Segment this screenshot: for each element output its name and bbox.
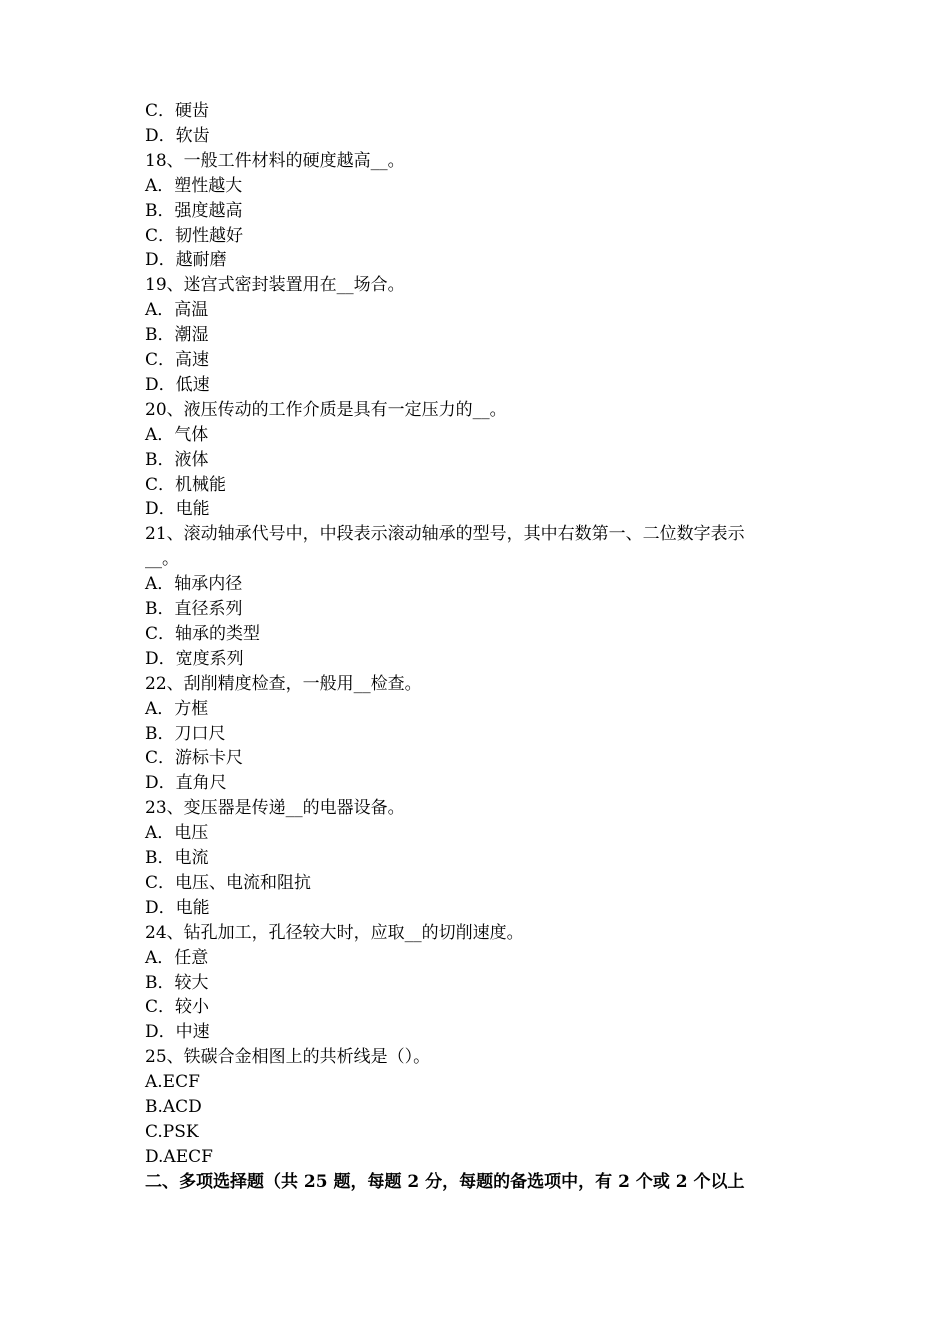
text-line: B．潮湿 xyxy=(145,325,209,346)
text-line: D．低速 xyxy=(145,374,210,395)
text-line: D．越耐磨 xyxy=(145,250,227,271)
text-line: B．直径系列 xyxy=(145,599,243,619)
text-line: C．较小 xyxy=(145,997,210,1018)
text-line: 25、铁碳合金相图上的共析线是（）。 xyxy=(145,1047,431,1068)
text-line: D．电能 xyxy=(145,499,210,520)
text-line: C．轴承的类型 xyxy=(145,623,261,644)
text-line: 19、迷宫式密封装置用在__场合。 xyxy=(145,275,405,296)
text-line: A．塑性越大 xyxy=(145,175,243,196)
text-line: A．电压 xyxy=(145,823,209,844)
text-line: 20、液压传动的工作介质是具有一定压力的__。 xyxy=(145,399,507,420)
text-line: C．高速 xyxy=(145,350,210,370)
text-line: 22、刮削精度检查，一般用__检查。 xyxy=(145,673,422,694)
text-line: B．刀口尺 xyxy=(145,723,226,744)
text-line: 24、钻孔加工，孔径较大时，应取__的切削速度。 xyxy=(145,922,524,943)
text-line: C．游标卡尺 xyxy=(145,748,244,769)
text-line: 18、一般工件材料的硬度越高__。 xyxy=(145,150,405,171)
section-heading: 二、多项选择题（共 25 题，每题 2 分，每题的备选项中，有 2 个或 2 个以上 xyxy=(145,1171,745,1192)
text-line: D．宽度系列 xyxy=(145,648,244,669)
text-line: B．较大 xyxy=(145,972,209,993)
text-line: D.AECF xyxy=(145,1146,213,1167)
text-line: __。 xyxy=(145,549,179,570)
text-line: A.ECF xyxy=(145,1072,200,1093)
text-line: B．液体 xyxy=(145,449,209,470)
text-line: B．电流 xyxy=(145,848,209,868)
text-line: C．机械能 xyxy=(145,474,227,495)
text-line: C．硬齿 xyxy=(145,101,210,121)
text-line: B．强度越高 xyxy=(145,200,243,221)
text-line: C.PSK xyxy=(145,1121,199,1142)
text-line: D．软齿 xyxy=(145,125,210,146)
text-line: C．韧性越好 xyxy=(145,225,244,246)
text-line: A．高温 xyxy=(145,300,209,321)
text-line: D．中速 xyxy=(145,1022,210,1043)
text-line: D．直角尺 xyxy=(145,773,227,794)
text-line: 23、变压器是传递__的电器设备。 xyxy=(145,798,405,819)
text-line: 21、滚动轴承代号中，中段表示滚动轴承的型号，其中右数第一、二位数字表示 xyxy=(145,524,745,545)
text-line: D．电能 xyxy=(145,897,210,918)
text-line: A．任意 xyxy=(145,947,209,968)
text-line: B.ACD xyxy=(145,1097,202,1117)
text-line: A．轴承内径 xyxy=(145,574,243,595)
text-line: A．气体 xyxy=(145,424,209,445)
text-line: A．方框 xyxy=(145,698,209,719)
text-line: C．电压、电流和阻抗 xyxy=(145,872,312,893)
